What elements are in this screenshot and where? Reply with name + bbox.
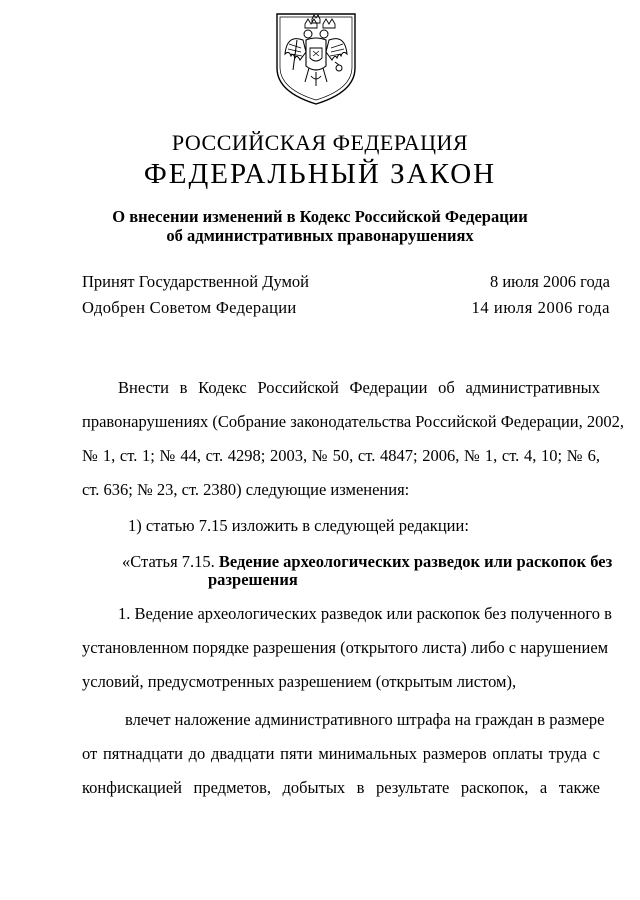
law-type-heading: ФЕДЕРАЛЬНЫЙ ЗАКОН: [143, 158, 497, 190]
body-line: установленном порядке разрешения (открытого листа) либо с нарушением: [82, 638, 609, 657]
article-heading-line1: Ведение археологических разведок или раскопок без: [218, 552, 613, 571]
body-line: условий, предусмотренных разрешением (открытым листом),: [82, 672, 517, 691]
article-heading-line2: разрешения: [208, 570, 298, 589]
body-line: Внести в Кодекс Российской Федерации об административных: [118, 378, 600, 397]
body-line: от пятнадцати до двадцати пяти минимальных размеров оплаты труда с: [82, 744, 600, 763]
body-line: конфискацией предметов, добытых в результате раскопок, а также: [82, 778, 600, 797]
law-title-line1: О внесении изменений в Кодекс Российской Федерации: [112, 207, 528, 226]
article-number: «Статья 7.15.: [122, 552, 215, 571]
approved-by-council-label: Одобрен Советом Федерации: [82, 298, 297, 317]
body-line: правонарушениях (Собрание законодательства Российской Федерации, 2002,: [82, 412, 625, 431]
coat-of-arms-icon: [273, 10, 359, 106]
body-line: № 1, ст. 1; № 44, ст. 4298; 2003, № 50, ст. 4847; 2006, № 1, ст. 4, 10; № 6,: [82, 446, 600, 465]
body-line: влечет наложение административного штрафа на граждан в размере: [125, 710, 605, 729]
article-title: [122, 552, 612, 572]
body-line: ст. 636; № 23, ст. 2380) следующие изменения:: [82, 480, 410, 499]
adopted-by-duma-date: 8 июля 2006 года: [489, 272, 610, 291]
law-title-line2: об административных правонарушениях: [166, 226, 474, 245]
body-line: 1. Ведение археологических разведок или раскопок без полученного в: [118, 604, 612, 623]
country-heading: РОССИЙСКАЯ ФЕДЕРАЦИЯ: [171, 130, 469, 155]
adopted-by-duma-label: Принят Государственной Думой: [82, 272, 310, 291]
amendment-item: 1) статью 7.15 изложить в следующей редакции:: [128, 516, 469, 535]
approved-by-council-date: 14 июля 2006 года: [471, 298, 610, 317]
